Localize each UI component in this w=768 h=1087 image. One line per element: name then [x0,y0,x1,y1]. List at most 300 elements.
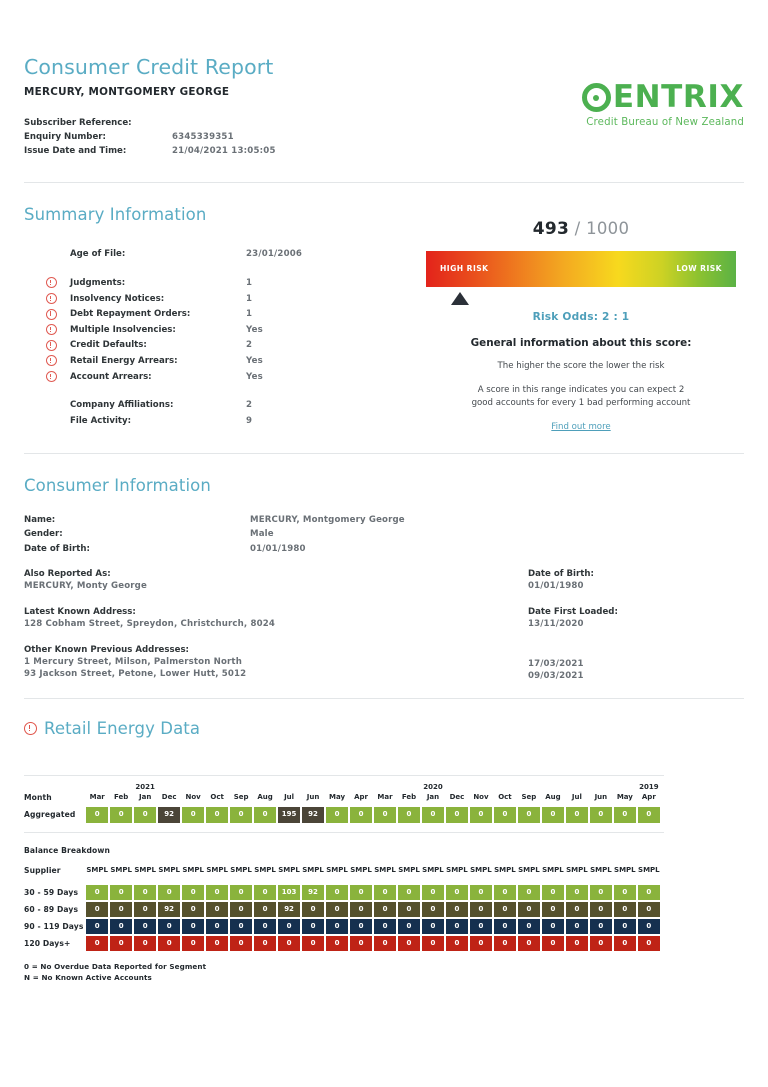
month-name-label: Dec [161,793,177,802]
summary-row-icon-slot [46,371,70,382]
breakdown-cell: 0 [542,902,564,918]
supplier-header-cell: SMPL [542,865,564,874]
breakdown-cell: 0 [638,885,660,901]
consumer-details [24,513,744,680]
breakdown-cell: 0 [326,936,348,952]
breakdown-cell: 0 [158,885,180,901]
summary-row [46,413,406,429]
breakdown-cell: 0 [182,902,204,918]
consumer-value: MERCURY, Montgomery George [250,514,405,525]
breakdown-cell: 0 [182,919,204,935]
aggregated-cell: 0 [590,807,612,823]
breakdown-cell: 0 [614,919,636,935]
breakdown-cell: 0 [374,902,396,918]
date-first-loaded-label: Date First Loaded: [528,607,618,618]
aggregated-cell: 195 [278,807,300,823]
supplier-row-label: Supplier [24,865,61,875]
breakdown-row-label: 90 - 119 Days [24,922,84,931]
month-header-row [24,782,744,802]
previous-addresses-list [24,657,744,682]
breakdown-cell: 0 [206,936,228,952]
aggregated-cell: 0 [638,807,660,823]
breakdown-cell: 0 [374,885,396,901]
breakdown-cell: 0 [350,919,372,935]
month-name-label: Jun [306,793,320,802]
gauge-high-risk-label: HIGH RISK [440,264,489,274]
month-header-cell [374,782,396,802]
supplier-header-cell: SMPL [206,865,228,874]
summary-value: 2 [246,340,253,351]
breakdown-cell: 0 [422,936,444,952]
breakdown-cell: 0 [590,919,612,935]
consumer-label: Name: [24,514,56,525]
summary-row [46,353,406,369]
summary-row [46,291,406,307]
breakdown-cell: 0 [614,885,636,901]
logo-tagline: Credit Bureau of New Zealand [586,117,744,128]
breakdown-cell: 0 [182,936,204,952]
latest-address-label: Latest Known Address: [24,607,136,618]
breakdown-cell: 0 [542,885,564,901]
breakdown-cell: 0 [254,936,276,952]
consumer-value: Male [250,529,274,540]
supplier-header-cell: SMPL [638,865,660,874]
consumer-label: Date of Birth: [24,543,90,554]
breakdown-cell: 0 [350,885,372,901]
breakdown-cell: 0 [614,902,636,918]
score-general-heading: General information about this score: [470,336,692,349]
summary-value: 1 [246,277,253,288]
breakdown-cell: 0 [206,902,228,918]
summary-label: Company Affiliations: [70,400,174,411]
breakdown-row [24,919,744,935]
breakdown-cell: 0 [446,936,468,952]
breakdown-cell: 0 [638,936,660,952]
consumer-information-section [24,476,744,680]
centrix-logo [558,79,744,128]
breakdown-cell: 0 [422,885,444,901]
summary-value: 1 [246,293,253,304]
retail-energy-heading: Retail Energy Data [44,719,201,739]
alert-icon [46,277,57,288]
breakdown-cell: 0 [254,885,276,901]
breakdown-cell: 0 [86,936,108,952]
summary-label: Insolvency Notices: [70,293,165,304]
summary-row-icon-slot [46,309,70,320]
breakdown-cell: 0 [446,919,468,935]
risk-gauge [426,251,736,287]
breakdown-cell: 0 [302,919,324,935]
breakdown-cell: 0 [542,936,564,952]
supplier-header-cell: SMPL [350,865,372,874]
month-header-cell [422,782,444,802]
alert-icon [46,340,57,351]
month-name-label: Jul [571,793,582,802]
breakdown-cell: 0 [110,919,132,935]
summary-label: File Activity: [70,415,132,426]
month-header-cell [518,782,540,802]
breakdown-cell: 0 [110,885,132,901]
supplier-header-cell: SMPL [182,865,204,874]
month-year-label: 2019 [639,783,659,792]
aggregated-cell: 92 [302,807,324,823]
score-line-2-3 [418,384,744,410]
aggregated-cell: 0 [398,807,420,823]
summary-row [46,247,406,263]
month-row-label: Month [24,793,52,803]
breakdown-cell: 0 [422,919,444,935]
alert-icon [46,309,57,320]
month-name-label: May [329,793,346,802]
month-header-cell [494,782,516,802]
breakdown-cell: 0 [566,919,588,935]
previous-addresses-block [24,645,744,682]
summary-value: Yes [246,371,263,382]
gauge-low-risk-label: LOW RISK [676,264,722,274]
supplier-header-cell: SMPL [302,865,324,874]
month-name-label: Aug [257,793,273,802]
supplier-header-cell: SMPL [134,865,156,874]
breakdown-cell: 0 [350,936,372,952]
legend-line: N = No Known Active Accounts [24,972,152,982]
score-line-2: A score in this range indicates you can expect 2 [477,384,685,395]
risk-odds: Risk Odds: 2 : 1 [532,310,630,323]
breakdown-cell: 0 [374,936,396,952]
month-name-label: Apr [641,793,656,802]
breakdown-row-label: 30 - 59 Days [24,887,79,897]
summary-row-icon-slot [46,324,70,335]
summary-list [46,247,406,429]
month-header-cell [86,782,108,802]
breakdown-cell: 0 [518,936,540,952]
month-header-cell [158,782,180,802]
breakdown-cell: 0 [86,902,108,918]
score-readout [418,219,744,239]
alert-icon [46,355,57,366]
month-header-cell [302,782,324,802]
meta-label: Subscriber Reference: [24,117,132,128]
month-header-cell [254,782,276,802]
summary-value: 9 [246,415,253,426]
balance-breakdown-title: Balance Breakdown [24,845,110,855]
breakdown-cell: 0 [494,936,516,952]
aggregated-cell: 0 [542,807,564,823]
aggregated-cell: 0 [374,807,396,823]
breakdown-cell: 0 [398,919,420,935]
month-header-cell [326,782,348,802]
breakdown-cell: 0 [206,919,228,935]
breakdown-cell: 0 [494,919,516,935]
aggregated-cell: 92 [158,807,180,823]
breakdown-cell: 0 [326,885,348,901]
breakdown-cell: 0 [518,919,540,935]
month-header-cell [398,782,420,802]
breakdown-cell: 0 [254,919,276,935]
month-header-cell [470,782,492,802]
month-header-cell [278,782,300,802]
previous-address-value: 1 Mercury Street, Milson, Palmerston North [24,657,242,668]
previous-address-row [24,657,744,670]
supplier-header-cell: SMPL [230,865,252,874]
centrix-c-icon [582,83,611,112]
month-name-label: Jul [284,793,295,802]
also-reported-as-label: Also Reported As: [24,569,111,580]
meta-row [24,130,744,144]
logo-wordmark [558,79,744,115]
breakdown-cell: 0 [230,936,252,952]
score-value: 493 [532,218,570,239]
breakdown-cell: 0 [110,936,132,952]
logo-text: ENTRIX [612,79,744,115]
breakdown-cell: 0 [326,919,348,935]
breakdown-cell: 0 [158,919,180,935]
supplier-header-cell: SMPL [278,865,300,874]
previous-address-row [24,669,744,682]
breakdown-cell: 0 [470,936,492,952]
month-header-cell [110,782,132,802]
aggregated-cell: 0 [446,807,468,823]
month-header-cell [182,782,204,802]
breakdown-cell: 0 [158,936,180,952]
breakdown-row-label: 120 Days+ [24,939,71,949]
summary-heading: Summary Information [24,204,207,224]
breakdown-row-label: 60 - 89 Days [24,904,79,914]
breakdown-cell: 0 [86,885,108,901]
aggregated-cell: 0 [494,807,516,823]
breakdown-cell: 0 [614,936,636,952]
month-name-label: Aug [545,793,561,802]
month-header-cell [638,782,660,802]
breakdown-cell: 0 [638,902,660,918]
month-name-label: Feb [114,793,129,802]
supplier-header-cell: SMPL [422,865,444,874]
supplier-header-cell: SMPL [86,865,108,874]
month-header-cell [350,782,372,802]
consumer-heading: Consumer Information [24,475,211,495]
summary-value: Yes [246,324,263,335]
breakdown-cell: 0 [542,919,564,935]
supplier-header-cell: SMPL [614,865,636,874]
latest-address-block [24,607,744,629]
breakdown-cell: 0 [470,885,492,901]
meta-label: Enquiry Number: [24,131,106,142]
consumer-basic-list [24,513,744,557]
breakdown-cell: 0 [590,902,612,918]
aggregated-cell: 0 [230,807,252,823]
alert-icon [46,371,57,382]
legend-block [24,962,744,983]
supplier-header-cell: SMPL [374,865,396,874]
month-header-cell [134,782,156,802]
month-year-label: 2021 [135,783,155,792]
month-name-label: Jan [426,793,440,802]
subject-name: MERCURY, MONTGOMERY GEORGE [24,85,230,98]
divider-header [24,182,744,183]
alert-icon [46,293,57,304]
divider-retail-table-bottom [24,832,664,833]
month-header-cell [590,782,612,802]
breakdown-rows [24,885,744,952]
month-name-label: Apr [354,793,368,802]
month-header-cell [614,782,636,802]
alert-icon [46,324,57,335]
summary-row [46,397,406,413]
breakdown-cell: 0 [446,902,468,918]
summary-label: Retail Energy Arrears: [70,355,178,366]
breakdown-cell: 0 [566,936,588,952]
summary-label: Age of File: [70,249,126,260]
breakdown-cell: 0 [254,902,276,918]
find-out-more-link[interactable]: Find out more [551,421,611,432]
date-first-loaded-value: 13/11/2020 [528,619,584,630]
breakdown-row [24,936,744,952]
aggregated-cell: 0 [254,807,276,823]
breakdown-cell: 0 [590,936,612,952]
breakdown-row [24,902,744,918]
summary-label: Multiple Insolvencies: [70,324,176,335]
summary-value: 23/01/2006 [246,249,303,260]
breakdown-cell: 0 [230,919,252,935]
divider-consumer [24,698,744,699]
month-name-label: May [616,793,633,802]
summary-value: Yes [246,355,263,366]
month-year-label: 2020 [423,783,443,792]
breakdown-cell: 0 [638,919,660,935]
aggregated-cell: 0 [86,807,108,823]
month-header-cell [206,782,228,802]
summary-label: Account Arrears: [70,371,152,382]
also-reported-dob-label: Date of Birth: [528,569,594,580]
aggregated-cell: 0 [614,807,636,823]
summary-row [46,338,406,354]
meta-value: 6345339351 [172,131,234,142]
breakdown-cell: 0 [134,919,156,935]
previous-address-date: 09/03/2021 [528,671,584,682]
score-max: 1000 [586,218,630,238]
supplier-header-cell: SMPL [110,865,132,874]
summary-label: Debt Repayment Orders: [70,309,191,320]
gauge-pointer-row [426,287,736,309]
breakdown-cell: 0 [86,919,108,935]
month-name-label: Oct [498,793,512,802]
month-header-cell [446,782,468,802]
summary-spacer [46,262,406,275]
breakdown-cell: 0 [230,902,252,918]
summary-row-icon-slot [46,355,70,366]
supplier-header-cell: SMPL [590,865,612,874]
consumer-label: Gender: [24,529,63,540]
breakdown-cell: 0 [134,936,156,952]
breakdown-cell: 92 [278,902,300,918]
breakdown-cell: 0 [398,936,420,952]
supplier-header-cell: SMPL [566,865,588,874]
breakdown-cell: 0 [398,902,420,918]
latest-address-value: 128 Cobham Street, Spreydon, Christchurch, 8024 [24,619,275,630]
retail-energy-heading-row [24,719,744,738]
aggregated-cell: 0 [326,807,348,823]
summary-value: 1 [246,309,253,320]
retail-energy-section [24,719,744,983]
breakdown-cell: 0 [206,885,228,901]
aggregated-cell: 0 [518,807,540,823]
breakdown-cell: 0 [374,919,396,935]
supplier-header-cell: SMPL [398,865,420,874]
month-name-label: Sep [521,793,537,802]
month-name-label: Nov [185,793,201,802]
breakdown-cell: 0 [494,902,516,918]
breakdown-cell: 0 [590,885,612,901]
month-name-label: Oct [210,793,224,802]
aggregated-row-label: Aggregated [24,810,76,820]
supplier-header-cell: SMPL [446,865,468,874]
breakdown-cell: 0 [398,885,420,901]
month-name-label: Feb [401,793,417,802]
aggregated-cell: 0 [350,807,372,823]
summary-label: Judgments: [70,277,126,288]
breakdown-cell: 0 [494,885,516,901]
alert-icon [24,722,37,735]
month-header-cell [542,782,564,802]
breakdown-cell: 0 [566,885,588,901]
breakdown-cell: 0 [422,902,444,918]
summary-row [46,306,406,322]
breakdown-cell: 103 [278,885,300,901]
supplier-header-cell: SMPL [494,865,516,874]
breakdown-cell: 92 [158,902,180,918]
breakdown-cell: 0 [278,936,300,952]
page-title: Consumer Credit Report [24,55,274,79]
summary-row-icon-slot [46,293,70,304]
meta-label: Issue Date and Time: [24,145,127,156]
supplier-header-cell: SMPL [518,865,540,874]
legend-line: 0 = No Overdue Data Reported for Segment [24,962,207,972]
consumer-value: 01/01/1980 [250,543,306,554]
breakdown-cell: 0 [470,902,492,918]
month-name-label: Dec [449,793,465,802]
summary-row [46,275,406,291]
credit-score-panel [418,219,744,433]
meta-row [24,144,744,158]
aggregated-cell: 0 [566,807,588,823]
breakdown-cell: 0 [326,902,348,918]
supplier-header-cell: SMPL [470,865,492,874]
gauge-pointer-triangle-icon [451,292,469,305]
supplier-header-cell: SMPL [326,865,348,874]
aggregated-cell: 0 [134,807,156,823]
breakdown-cell: 0 [518,885,540,901]
summary-row-icon-slot [46,340,70,351]
score-separator: / [574,218,581,238]
month-name-label: Jan [139,793,152,802]
month-name-label: Sep [233,793,249,802]
meta-value: 21/04/2021 13:05:05 [172,145,276,156]
also-reported-as-value: MERCURY, Monty George [24,581,147,592]
aggregated-row [24,807,744,823]
month-name-label: Nov [473,793,489,802]
previous-addresses-label: Other Known Previous Addresses: [24,645,189,656]
summary-label: Credit Defaults: [70,340,147,351]
supplier-header-cell: SMPL [158,865,180,874]
breakdown-cell: 0 [110,902,132,918]
aggregated-cell: 0 [110,807,132,823]
breakdown-cell: 92 [302,885,324,901]
aggregated-cell: 0 [470,807,492,823]
consumer-row [24,513,744,528]
divider-summary [24,453,744,454]
breakdown-cell: 0 [134,885,156,901]
summary-row [46,369,406,385]
summary-row [46,322,406,338]
